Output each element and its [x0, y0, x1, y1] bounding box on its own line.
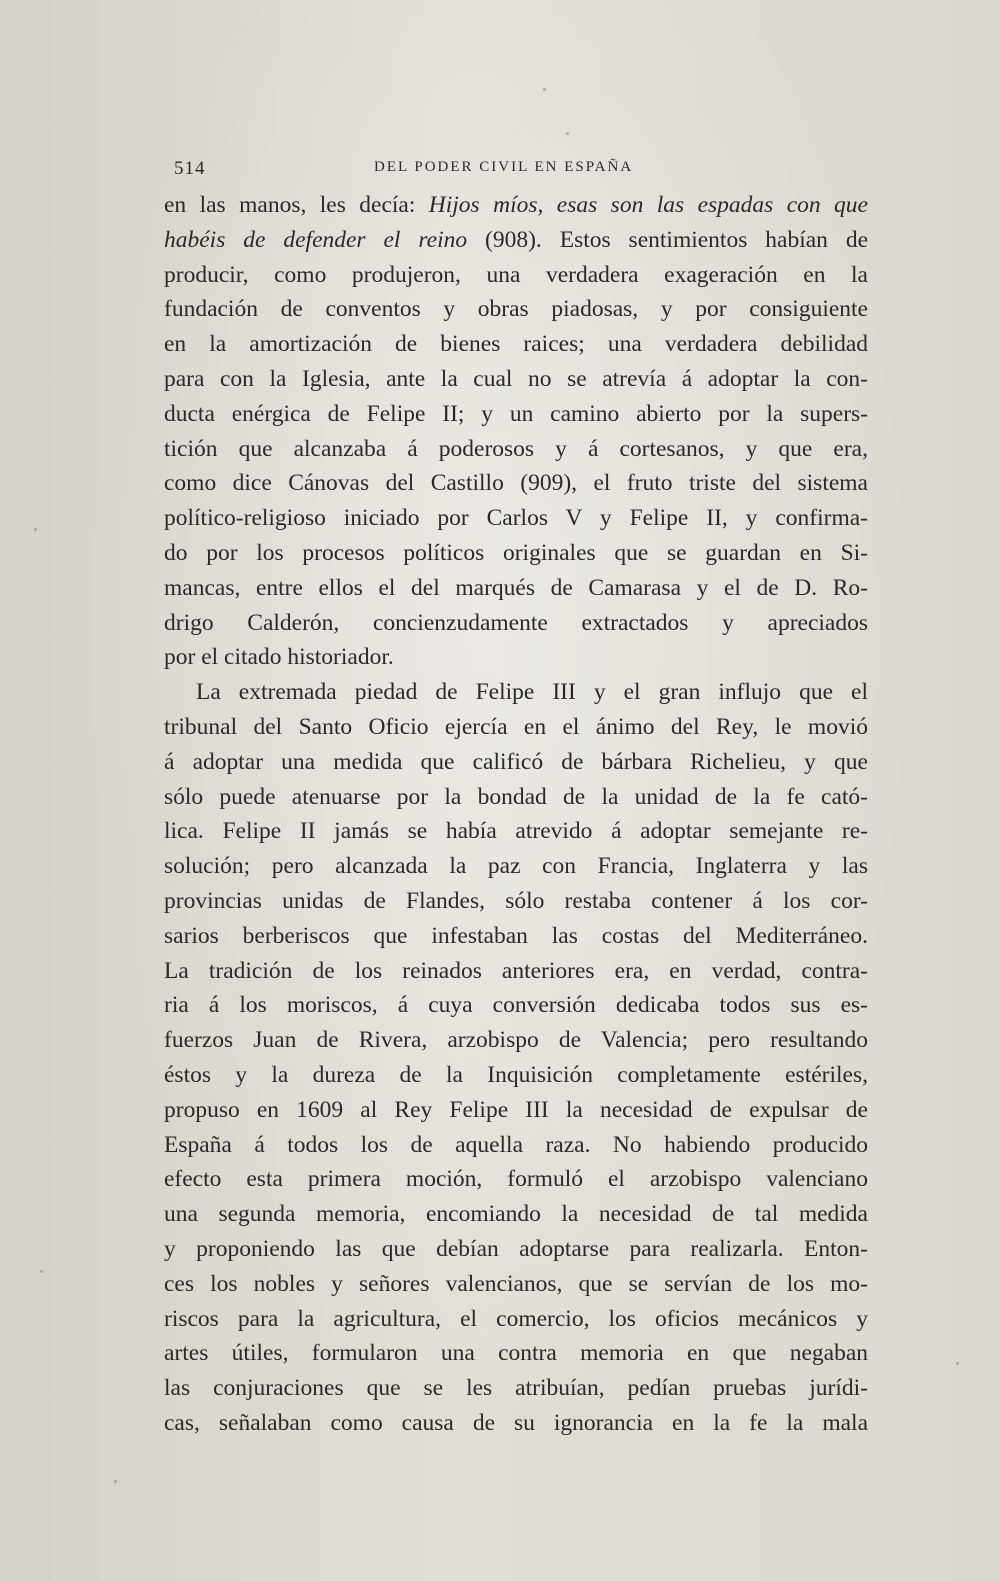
paper-speck [114, 1480, 117, 1483]
paper-speck [34, 528, 37, 531]
italic-quote-1: Hijos míos, esas son las espadas con que [428, 192, 868, 218]
italic-quote-2: habéis de defender el reino [164, 226, 468, 253]
text-line-12: mancas, entre ellos el del marqués de Camarasa y el de D. Ro- [164, 574, 868, 601]
text-line-35: las conjuraciones que se les atribuían, pedían pruebas jurídi- [164, 1375, 868, 1402]
text-line-13: drigo Calderón, concienzudamente extractados y apreciados [164, 609, 868, 636]
text-line-34: artes útiles, formularon una contra memoria en que negaban [164, 1340, 868, 1367]
text-line-5: en la amortización de bienes raices; una verdadera debilidad [164, 331, 868, 358]
body-text [164, 188, 868, 1441]
page-number: 514 [174, 158, 206, 179]
text-line-16: tribunal del Santo Oficio ejercía en el ánimo del Rey, le movió [164, 713, 868, 740]
text-line-25: fuerzos Juan de Rivera, arzobispo de Valencia; pero resultando [164, 1027, 868, 1054]
text-line-2-end: (908). Estos sentimientos habían de [485, 226, 868, 253]
text-line-27: propuso en 1609 al Rey Felipe III la necesidad de expulsar de [164, 1096, 868, 1123]
text-line-20: solución; pero alcanzada la paz con Francia, Inglaterra y las [164, 853, 868, 880]
text-line-15: La extremada piedad de Felipe III y el gran influjo que el [196, 679, 868, 706]
text-line-23: La tradición de los reinados anteriores era, en verdad, contra- [164, 957, 868, 984]
text-line-8: tición que alcanzaba á poderosos y á cortesanos, y que era, [164, 435, 868, 462]
text-line-1 [164, 188, 868, 223]
paper-speck [566, 132, 569, 135]
text-line-17: á adoptar una medida que calificó de bárbara Richelieu, y que [164, 748, 868, 775]
text-line-4: fundación de conventos y obras piadosas, y por consiguiente [164, 296, 868, 323]
text-line-33: riscos para la agricultura, el comercio, los oficios mecánicos y [164, 1305, 868, 1332]
text-line-14: por el citado historiador. [164, 644, 394, 671]
text-line-26: éstos y la dureza de la Inquisición completamente estériles, [164, 1061, 868, 1088]
text-line-36: cas, señalaban como causa de su ignorancia en la fe la mala [164, 1409, 868, 1436]
text-line-18: sólo puede atenuarse por la bondad de la unidad de la fe cató- [164, 783, 868, 810]
paper-speck [956, 1362, 959, 1365]
text-line-32: ces los nobles y señores valencianos, que se servían de los mo- [164, 1270, 868, 1297]
text-line-10: político-religioso iniciado por Carlos V y Felipe II, y confirma- [164, 505, 868, 532]
text-line-30: una segunda memoria, encomiando la necesidad de tal medida [164, 1201, 868, 1228]
text-line-31: y proponiendo las que debían adoptarse para realizarla. Enton- [164, 1235, 868, 1262]
text-line-28: España á todos los de aquella raza. No habiendo producido [164, 1131, 868, 1158]
text-line-19: lica. Felipe II jamás se había atrevido á adoptar semejante re- [164, 818, 868, 845]
running-head: DEL PODER CIVIL EN ESPAÑA [374, 159, 634, 175]
text-line-21: provincias unidas de Flandes, sólo restaba contener á los cor- [164, 887, 868, 914]
text-line-29: efecto esta primera moción, formuló el arzobispo valenciano [164, 1166, 868, 1193]
page-header [174, 158, 864, 180]
text-line-6: para con la Iglesia, ante la cual no se atrevía á adoptar la con- [164, 365, 868, 392]
text-line-7: ducta enérgica de Felipe II; y un camino abierto por la supers- [164, 400, 868, 427]
text-line-3: producir, como produjeron, una verdadera exageración en la [164, 261, 868, 288]
text-line-24: ria á los moriscos, á cuya conversión dedicaba todos sus es- [164, 992, 868, 1019]
text-line-9: como dice Cánovas del Castillo (909), el fruto triste del sistema [164, 470, 868, 497]
text-line-1-start: en las manos, les decía: [164, 192, 429, 218]
text-line-22: sarios berberiscos que infestaban las costas del Mediterráneo. [164, 922, 868, 949]
paper-speck [543, 88, 546, 91]
paper-speck [40, 1270, 43, 1273]
text-line-2 [164, 223, 868, 258]
text-line-11: do por los procesos políticos originales que se guardan en Si- [164, 539, 868, 566]
